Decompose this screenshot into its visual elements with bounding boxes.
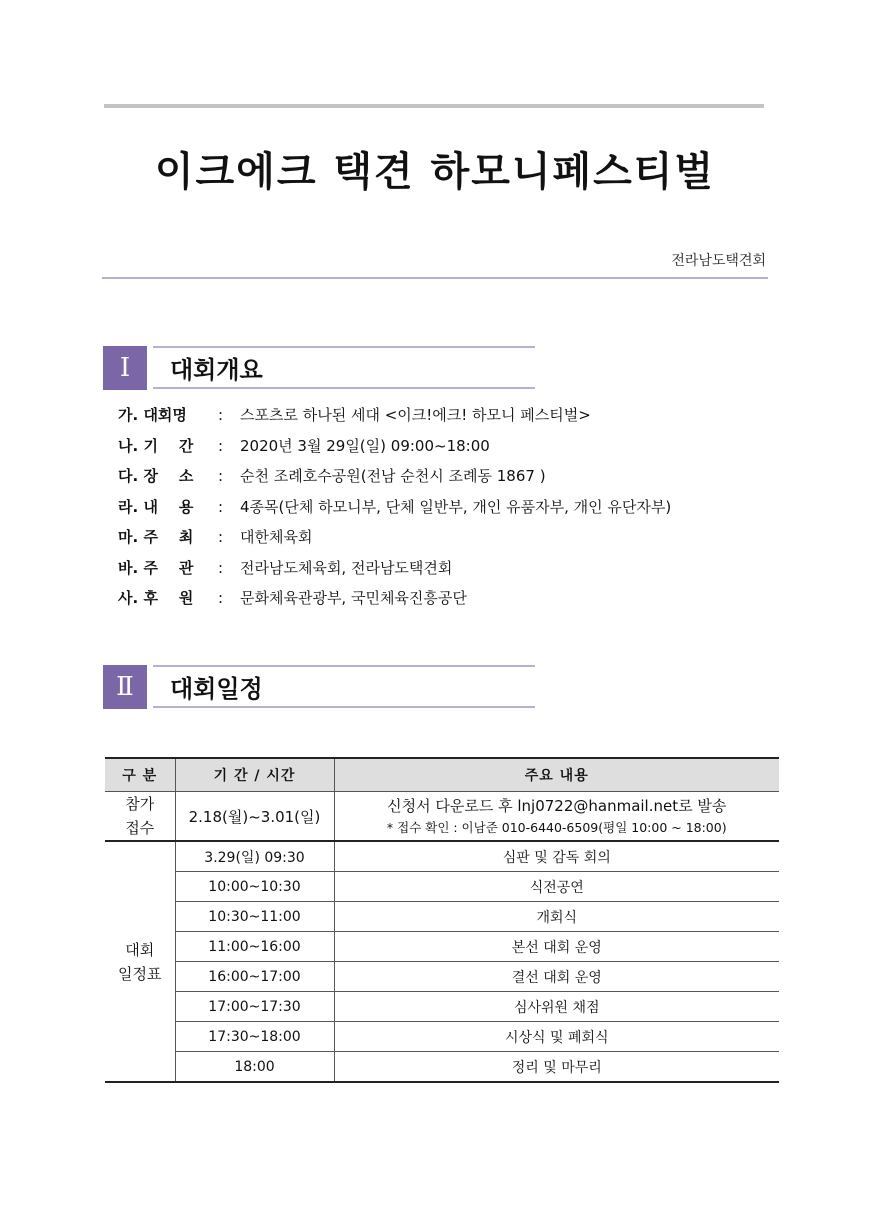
top-divider [104, 104, 764, 108]
document-title: 이크에크 택견 하모니페스티벌 [154, 149, 716, 195]
section-2-title: 대회일정 [170, 675, 263, 703]
schedule-table [105, 757, 779, 1083]
section-1-top-line [153, 346, 535, 348]
header-content: 주요 내용 [334, 758, 779, 792]
section-2-bottom-line [153, 706, 535, 708]
row-content: 심판 및 감독 회의 [334, 841, 779, 872]
table-header-row [105, 758, 779, 792]
row-content: 개회식 [334, 902, 779, 932]
overview-value: 순천 조례호수공원(전남 순천시 조례동 1867 ) [240, 467, 546, 485]
overview-label: 가. 대회명 [118, 406, 187, 424]
row-time: 18:00 [175, 1052, 334, 1083]
table-row [105, 962, 779, 992]
overview-colon: : [218, 589, 224, 607]
registration-content [334, 792, 779, 842]
overview-value: 2020년 3월 29일(일) 09:00~18:00 [240, 437, 490, 455]
registration-contact-note: * 접수 확인 : 이남준 010-6440-6509(평일 10:00 ~ 18:00) [386, 820, 727, 835]
overview-label: 나. 기 간 [118, 437, 194, 455]
row-content: 본선 대회 운영 [334, 932, 779, 962]
overview-label: 라. 내 용 [118, 498, 194, 516]
category-program: 대회 일정표 [105, 841, 175, 1082]
overview-colon: : [218, 528, 224, 546]
row-time: 3.29(일) 09:30 [175, 841, 334, 872]
overview-value: 대한체육회 [240, 528, 313, 546]
row-time: 10:00~10:30 [175, 872, 334, 902]
row-time: 17:00~17:30 [175, 992, 334, 1022]
table-row-registration [105, 792, 779, 842]
table-row [105, 992, 779, 1022]
row-time: 11:00~16:00 [175, 932, 334, 962]
registration-email-text: 신청서 다운로드 후 lnj0722@hanmail.net로 발송 [387, 797, 727, 815]
registration-period: 2.18(월)~3.01(일) [175, 792, 334, 842]
overview-colon: : [218, 467, 224, 485]
table-row [105, 932, 779, 962]
overview-colon: : [218, 498, 224, 516]
table-row [105, 1022, 779, 1052]
row-time: 10:30~11:00 [175, 902, 334, 932]
row-content: 정리 및 마무리 [334, 1052, 779, 1083]
row-content: 시상식 및 폐회식 [334, 1022, 779, 1052]
organization-name: 전라남도택견회 [671, 253, 766, 269]
header-category: 구 분 [105, 758, 175, 792]
overview-colon: : [218, 559, 224, 577]
section-1-title: 대회개요 [170, 356, 263, 384]
header-period: 기 간 / 시간 [175, 758, 334, 792]
row-content: 결선 대회 운영 [334, 962, 779, 992]
overview-label: 사. 후 원 [118, 589, 194, 607]
row-content: 심사위원 채점 [334, 992, 779, 1022]
overview-label: 바. 주 관 [118, 559, 194, 577]
category-registration: 참가 접수 [105, 792, 175, 842]
row-time: 16:00~17:00 [175, 962, 334, 992]
overview-value: 4종목(단체 하모니부, 단체 일반부, 개인 유품자부, 개인 유단자부) [240, 498, 672, 516]
overview-colon: : [218, 437, 224, 455]
section-2-number: Ⅱ [103, 665, 147, 709]
overview-label: 다. 장 소 [118, 467, 194, 485]
table-row [105, 841, 779, 872]
overview-label: 마. 주 최 [118, 528, 194, 546]
overview-value: 문화체육관광부, 국민체육진흥공단 [240, 589, 467, 607]
table-row [105, 1052, 779, 1083]
table-row [105, 872, 779, 902]
row-content: 식전공연 [334, 872, 779, 902]
table-row [105, 902, 779, 932]
overview-value: 전라남도체육회, 전라남도택견회 [240, 559, 453, 577]
section-1-bottom-line [153, 387, 535, 389]
section-1-number: Ⅰ [103, 346, 147, 390]
section-2-top-line [153, 665, 535, 667]
header-divider [102, 277, 768, 279]
overview-colon: : [218, 406, 224, 424]
overview-value: 스포츠로 하나된 세대 <이크!에크! 하모니 페스티벌> [240, 406, 591, 424]
row-time: 17:30~18:00 [175, 1022, 334, 1052]
